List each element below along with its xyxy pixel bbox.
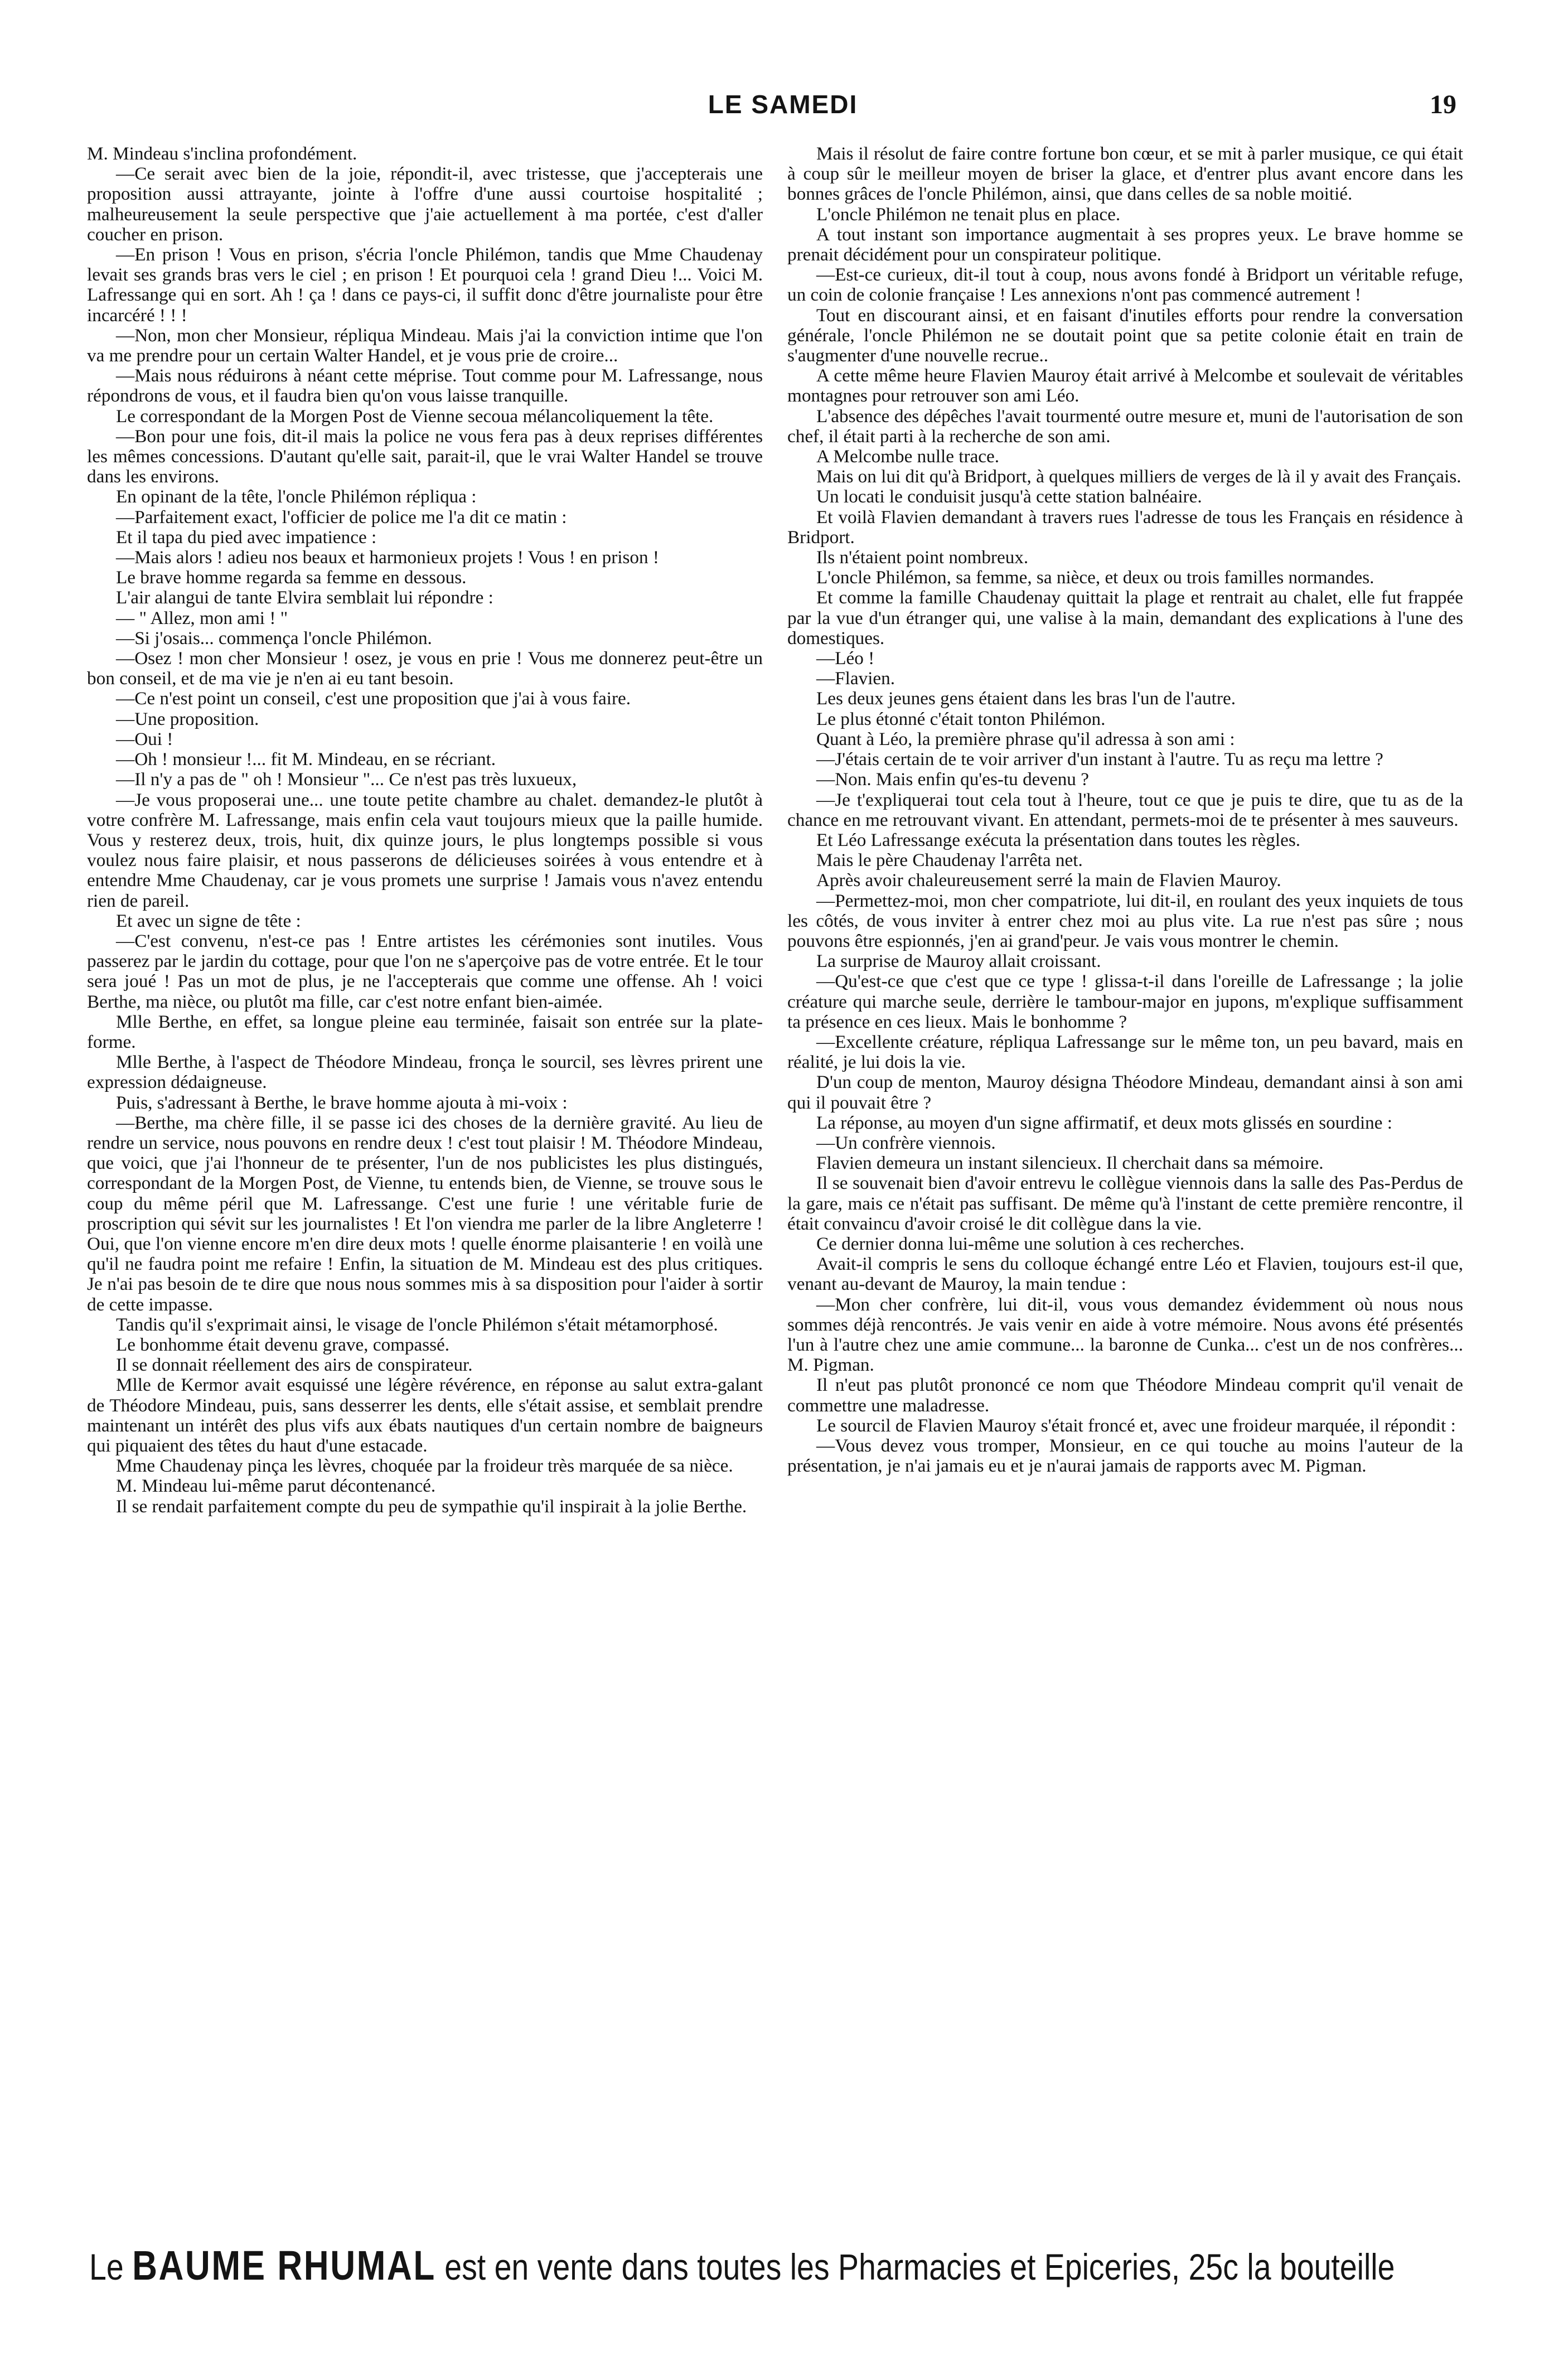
paragraph: —Bon pour une fois, dit-il mais la police ne vous fera pas à deux reprises différentes les mêmes concessions. D'autant qu'elle sait, parait-il, que le vrai Walter Handel se trouve dans les environs. bbox=[87, 425, 763, 487]
paragraph: —Léo ! bbox=[816, 648, 875, 669]
paragraph: Mais on lui dit qu'à Bridport, à quelques milliers de verges de là il y avait des Français. bbox=[816, 466, 1461, 487]
running-head bbox=[109, 89, 1456, 123]
journal-title: LE SAMEDI bbox=[708, 90, 858, 119]
ad-text: est en vente dans toutes les Pharmacies et Epiceries, 25c la bouteille bbox=[444, 2246, 1395, 2287]
paragraph: L'oncle Philémon ne tenait plus en place. bbox=[816, 204, 1121, 225]
paragraph: —Une proposition. bbox=[116, 708, 259, 729]
paragraph: —Permettez-moi, mon cher compatriote, lui dit-il, en roulant des yeux inquiets de tous les côtés, de vous inviter à entrer chez moi au plus vite. La rue n'est pas sûre ; nous pouvons être espionnés, j'en ai grand'peur. Je vais vous montrer le chemin. bbox=[787, 890, 1463, 951]
paragraph: A cette même heure Flavien Mauroy était arrivé à Melcombe et soulevait de véritables montagnes pour retrouver son ami Léo. bbox=[787, 365, 1463, 407]
paragraph: Un locati le conduisit jusqu'à cette station balnéaire. bbox=[816, 486, 1202, 507]
paragraph: Après avoir chaleureusement serré la main de Flavien Mauroy. bbox=[816, 870, 1281, 891]
paragraph: Mais le père Chaudenay l'arrêta net. bbox=[816, 850, 1083, 871]
paragraph: —Un confrère viennois. bbox=[816, 1132, 996, 1153]
paragraph: —J'étais certain de te voir arriver d'un instant à l'autre. Tu as reçu ma lettre ? bbox=[816, 749, 1383, 770]
paragraph: Le plus étonné c'était tonton Philémon. bbox=[816, 708, 1106, 729]
paragraph: —Mais alors ! adieu nos beaux et harmonieux projets ! Vous ! en prison ! bbox=[116, 547, 659, 568]
paragraph: —Parfaitement exact, l'officier de police me l'a dit ce matin : bbox=[116, 506, 567, 528]
paragraph: —Oui ! bbox=[116, 728, 173, 749]
paragraph: Le sourcil de Flavien Mauroy s'était froncé et, avec une froideur marquée, il répondit : bbox=[816, 1415, 1456, 1436]
paragraph: —Ce serait avec bien de la joie, répondit-il, avec tristesse, que j'accepterais une proposition aussi attrayante, jointe à l'offre d'une aussi courtoise hospitalité ; malheureusement la seule perspective que j'aie actuellement à ma portée, c'est d'aller coucher en prison. bbox=[87, 163, 763, 245]
paragraph: Avait-il compris le sens du colloque échangé entre Léo et Flavien, toujours est-il que, venant au-devant de Mauroy, la main tendue : bbox=[787, 1254, 1463, 1295]
paragraph: M. Mindeau s'inclina profondément. bbox=[87, 144, 357, 164]
right-column bbox=[787, 144, 1463, 2196]
paragraph: Et avec un signe de tête : bbox=[116, 910, 301, 931]
page-number: 19 bbox=[1430, 90, 1456, 119]
paragraph: Et il tapa du pied avec impatience : bbox=[116, 526, 377, 548]
paragraph: Et voilà Flavien demandant à travers rues l'adresse de tous les Français en résidence à Bridport. bbox=[787, 506, 1463, 548]
paragraph: A Melcombe nulle trace. bbox=[816, 446, 1000, 467]
paragraph: —Mais nous réduirons à néant cette méprise. Tout comme pour M. Lafressange, nous répondrons de vous, et il faudra bien qu'on vous laisse tranquille. bbox=[87, 365, 763, 407]
paragraph: Mais il résolut de faire contre fortune bon cœur, et se mit à parler musique, ce qui était à coup sûr le meilleur moyen de briser la glace, et d'entrer plus avant encore dans les bonnes grâces de l'oncle Philémon, ainsi, que dans celles de sa noble moitié. bbox=[787, 144, 1463, 205]
paragraph: —Je vous proposerai une... une toute petite chambre au chalet. demandez-le plutôt à votre confrère M. Lafressange, mais enfin cela vaut toujours mieux que la paille humide. Vous y resterez deux, trois, huit, dix quinze jours, le plus longtemps possible si vous voulez nous faire plaisir, et nous passerons de délicieuses soirées à vous entendre et à entendre Mme Chaudenay, car je vous promets une surprise ! Jamais vous n'avez entendu rien de pareil. bbox=[87, 789, 763, 911]
ad-brand-name: BAUME RHUMAL bbox=[132, 2242, 436, 2289]
paragraph: La réponse, au moyen d'un signe affirmatif, et deux mots glissés en sourdine : bbox=[816, 1112, 1393, 1133]
paragraph: —Excellente créature, répliqua Lafressange sur le même ton, un peu bavard, mais en réalité, je lui dois la vie. bbox=[787, 1031, 1463, 1073]
paragraph: —Mon cher confrère, lui dit-il, vous vous demandez évidemment où nous nous sommes déjà rencontrés. Je vais venir en aide à votre mémoire. Nous avons été présentés l'un à l'autre chez une amie commune... la baronne de Cunka... c'est un de nos confrères... M. Pigman. bbox=[787, 1294, 1463, 1376]
paragraph: —Si j'osais... commença l'oncle Philémon. bbox=[116, 627, 432, 649]
paragraph: —En prison ! Vous en prison, s'écria l'oncle Philémon, tandis que Mme Chaudenay levait ses grands bras vers le ciel ; en prison ! Et pourquoi cela ! grand Dieu !... Voici M. Lafressange qui en sort. Ah ! ça ! dans ce pays-ci, il suffit donc d'être journaliste pour être incarcéré ! ! ! bbox=[87, 244, 763, 326]
paragraph: Mme Chaudenay pinça les lèvres, choquée par la froideur très marquée de sa nièce. bbox=[116, 1455, 733, 1477]
paragraph: —Ce n'est point un conseil, c'est une proposition que j'ai à vous faire. bbox=[116, 688, 631, 709]
paragraph: Tout en discourant ainsi, et en faisant d'inutiles efforts pour rendre la conversation générale, l'oncle Philémon ne se doutait point que sa petite colonie était en train de s'augmenter d'une nouvelle recrue.. bbox=[787, 304, 1463, 366]
paragraph: —Vous devez vous tromper, Monsieur, en ce qui touche au moins l'auteur de la présentation, je n'ai jamais eu et je n'aurai jamais de rapports avec M. Pigman. bbox=[787, 1435, 1463, 1477]
paragraph: —Je t'expliquerai tout cela tout à l'heure, tout ce que je puis te dire, que tu as de la chance en me retrouvant vivant. En attendant, permets-moi de te présenter à mes sauveurs. bbox=[787, 789, 1463, 830]
paragraph: Puis, s'adressant à Berthe, le brave homme ajouta à mi-voix : bbox=[116, 1092, 568, 1113]
paragraph: L'oncle Philémon, sa femme, sa nièce, et deux ou trois familles normandes. bbox=[816, 567, 1374, 588]
paragraph: —Berthe, ma chère fille, il se passe ici des choses de la dernière gravité. Au lieu de rendre un service, nous pouvons en rendre deux ! c'est tout plaisir ! M. Théodore Mindeau, que voici, que j'ai l'honneur de te présenter, l'un de nos publicistes les plus distingués, correspondant de la Morgen Post, de Vienne, tu entends bien, de Vienne, se trouve sous le coup du même péril que M. Lafressange. C'est une furie ! une véritable furie de proscription qui sévit sur les journalistes ! Et l'on viendra me parler de la libre Angleterre ! Oui, que l'on vienne encore m'en dire deux mots ! quelle énorme plaisanterie ! en voilà une qu'il ne faudra point me refaire ! Enfin, la situation de M. Mindeau est des plus critiques. Je n'ai pas besoin de te dire que nous nous sommes mis à sa disposition pour l'aider à sortir de cette impasse. bbox=[87, 1112, 763, 1315]
paragraph: Et comme la famille Chaudenay quittait la plage et rentrait au chalet, elle fut frappée par la vue d'un étranger qui, une valise à la main, demandant des explications à l'une des domestiques. bbox=[787, 587, 1463, 649]
paragraph: — " Allez, mon ami ! " bbox=[116, 607, 288, 628]
paragraph: Ce dernier donna lui-même une solution à ces recherches. bbox=[816, 1233, 1245, 1254]
left-column bbox=[87, 144, 763, 2196]
paragraph: Flavien demeura un instant silencieux. Il cherchait dans sa mémoire. bbox=[816, 1153, 1324, 1174]
paragraph: La surprise de Mauroy allait croissant. bbox=[816, 951, 1101, 972]
paragraph: Mlle de Kermor avait esquissé une légère révérence, en réponse au salut extra-galant de Théodore Mindeau, puis, sans desserrer les dents, elle s'était assise, et semblait prendre maintenant un intérêt des plus vifs aux ébats nautiques d'un certain nombre de baigneurs qui piquaient des têtes du haut d'une estacade. bbox=[87, 1375, 763, 1456]
paragraph: Et Léo Lafressange exécuta la présentation dans toutes les règles. bbox=[816, 829, 1301, 850]
paragraph: Mlle Berthe, à l'aspect de Théodore Mindeau, fronça le sourcil, ses lèvres prirent une expression dédaigneuse. bbox=[87, 1052, 763, 1093]
paragraph: A tout instant son importance augmentait à ses propres yeux. Le brave homme se prenait décidément pour un conspirateur politique. bbox=[787, 224, 1463, 265]
paragraph: Les deux jeunes gens étaient dans les bras l'un de l'autre. bbox=[816, 688, 1236, 709]
paragraph: —Oh ! monsieur !... fit M. Mindeau, en se récriant. bbox=[116, 749, 496, 770]
paragraph: —Il n'y a pas de " oh ! Monsieur "... Ce n'est pas très luxueux, bbox=[116, 769, 577, 790]
paragraph: Le brave homme regarda sa femme en dessous. bbox=[116, 567, 467, 588]
paragraph: —Non, mon cher Monsieur, répliqua Mindeau. Mais j'ai la conviction intime que l'on va me prendre pour un certain Walter Handel, et je vous prie de croire... bbox=[87, 325, 763, 366]
ad-lead: Le bbox=[89, 2246, 124, 2287]
paragraph: Mlle Berthe, en effet, sa longue pleine eau terminée, faisait son entrée sur la plate-forme. bbox=[87, 1011, 763, 1052]
paragraph: —Est-ce curieux, dit-il tout à coup, nous avons fondé à Bridport un véritable refuge, un coin de colonie française ! Les annexions n'ont pas commencé autrement ! bbox=[787, 264, 1463, 306]
paragraph: Tandis qu'il s'exprimait ainsi, le visage de l'oncle Philémon s'était métamorphosé. bbox=[116, 1314, 718, 1335]
paragraph: Le bonhomme était devenu grave, compassé. bbox=[116, 1334, 450, 1355]
paragraph: L'absence des dépêches l'avait tourmenté outre mesure et, muni de l'autorisation de son chef, il était parti à la recherche de son ami. bbox=[787, 405, 1463, 447]
paragraph: —C'est convenu, n'est-ce pas ! Entre artistes les cérémonies sont inutiles. Vous passerez par le jardin du cottage, pour que l'on ne s'aperçoive pas de votre entrée. Et le tour sera joué ! Pas un mot de plus, je ne l'accepterais que comme une offense. Ah ! voici Berthe, ma nièce, ou plutôt ma fille, car c'est notre enfant bien-aimée. bbox=[87, 930, 763, 1012]
paragraph: Ils n'étaient point nombreux. bbox=[816, 547, 1029, 568]
paragraph: M. Mindeau lui-même parut décontenancé. bbox=[116, 1476, 436, 1497]
advertisement-banner bbox=[89, 2235, 1395, 2296]
paragraph: —Osez ! mon cher Monsieur ! osez, je vous en prie ! Vous me donnerez peut-être un bon conseil, et de ma vie je n'en ai eu tant besoin. bbox=[87, 648, 763, 689]
paragraph: Il se rendait parfaitement compte du peu de sympathie qu'il inspirait à la jolie Berthe. bbox=[116, 1496, 747, 1517]
paragraph: D'un coup de menton, Mauroy désigna Théodore Mindeau, demandant ainsi à son ami qui il pouvait être ? bbox=[787, 1072, 1463, 1113]
paragraph: Il se donnait réellement des airs de conspirateur. bbox=[116, 1355, 473, 1376]
paragraph: Le correspondant de la Morgen Post de Vienne secoua mélancoliquement la tête. bbox=[116, 405, 714, 427]
paragraph: —Flavien. bbox=[816, 668, 895, 689]
paragraph: —Non. Mais enfin qu'es-tu devenu ? bbox=[816, 769, 1089, 790]
paragraph: Il se souvenait bien d'avoir entrevu le collègue viennois dans la salle des Pas-Perdus de la gare, mais ce n'était pas suffisant. De même qu'à l'instant de cette première rencontre, il était convaincu d'avoir croisé le dit collègue dans la vie. bbox=[787, 1173, 1463, 1234]
paragraph: Quant à Léo, la première phrase qu'il adressa à son ami : bbox=[816, 728, 1235, 749]
paragraph: Il n'eut pas plutôt prononcé ce nom que Théodore Mindeau comprit qu'il venait de commettre une maladresse. bbox=[787, 1375, 1463, 1416]
paragraph: L'air alangui de tante Elvira semblait lui répondre : bbox=[116, 587, 493, 608]
paragraph: —Qu'est-ce que c'est que ce type ! glissa-t-il dans l'oreille de Lafressange ; la jolie créature qui marche seule, derrière le tambour-major en jupons, m'explique suffisamment ta présence en ces lieux. Mais le bonhomme ? bbox=[787, 971, 1463, 1032]
paragraph: En opinant de la tête, l'oncle Philémon répliqua : bbox=[116, 486, 477, 507]
